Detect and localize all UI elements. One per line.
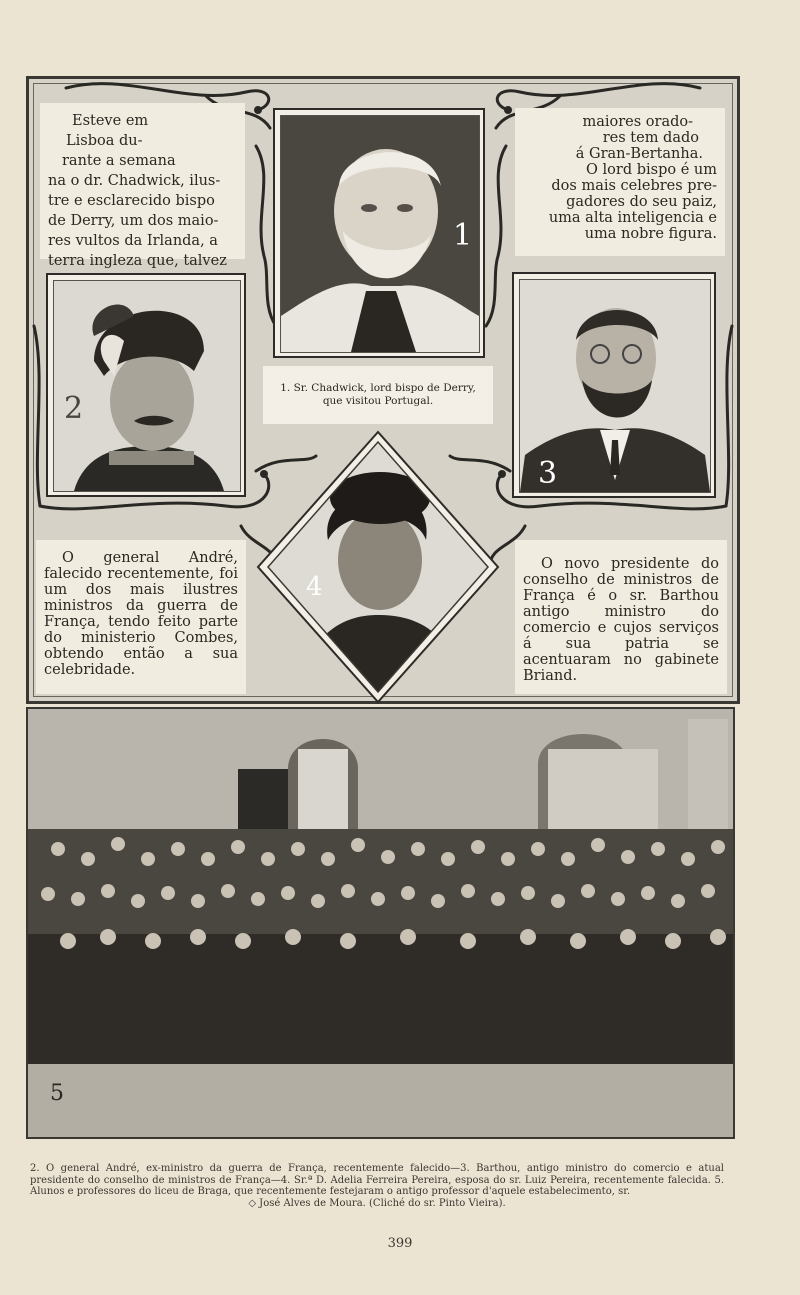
portrait-chadwick (281, 116, 479, 352)
andre-paragraph: O general André, falecido recentemente, foi um dos mais ilustres ministros da guerra de França, tendo feito parte do ministerio Combes, obtendo então a sua celebridade. (44, 550, 238, 678)
intro-line: tre e esclarecido bispo (48, 193, 215, 209)
photo-barthou (512, 272, 716, 498)
group-photo-liceu-braga (26, 707, 735, 1139)
portrait-adelia-pereira (256, 430, 500, 704)
intro-line: Lisboa du- (66, 133, 143, 149)
photo-andre (46, 273, 246, 497)
barthou-paragraph: O novo presidente do conselho de ministros de França é o sr. Barthou antigo ministro do comercio e cujos serviços á sua patria se acentuaram no gabinete Briand. (523, 556, 719, 684)
photo-chadwick (273, 108, 485, 358)
page-number: 399 (387, 1236, 413, 1251)
continuation-text (515, 108, 725, 256)
continuation-line: dos mais celebres pre- (551, 178, 717, 194)
photo-number-5: 5 (50, 1081, 64, 1106)
caption-credit: ◇ José Alves de Moura. (Cliché do sr. Pinto Vieira). (248, 1197, 506, 1209)
continuation-line: O lord bispo é um (586, 162, 717, 178)
photo-number-1: 1 (453, 218, 473, 253)
andre-text (36, 540, 246, 694)
photo-number-2: 2 (64, 391, 84, 426)
caption-main: 2. O general André, ex-ministro da guerra de França, recentemente falecido—3. Barthou, antigo ministro do comercio e atual presidente do conselho de ministros de França—4. Sr.ª D. Adelia Ferreira Pereira, esposa do sr. Luiz Pereira, recentemente falecida. 5. Alunos e professores do liceu de Braga, que recentemente festejaram o antigo professor d'aquele estabelecimento, sr. (30, 1163, 724, 1197)
continuation-line: uma nobre figura. (584, 226, 717, 242)
caption-line: 1. Sr. Chadwick, lord bispo de Derry, (280, 382, 476, 394)
caption-line: que visitou Portugal. (322, 395, 434, 407)
intro-line: rante a semana (62, 153, 176, 169)
photo-number-4: 4 (306, 572, 323, 602)
intro-text (40, 103, 245, 269)
intro-line: Esteve em (72, 113, 149, 129)
photo-adelia-pereira (256, 430, 500, 704)
caption-chadwick (263, 366, 493, 424)
continuation-line: res tem dado (602, 130, 699, 146)
continuation-line: á Gran-Bertanha. (575, 146, 703, 162)
intro-line: de Derry, um dos maio- (48, 213, 219, 229)
barthou-text (515, 540, 727, 694)
group-photo-image (28, 709, 733, 1137)
intro-line: terra ingleza que, talvez (48, 253, 227, 269)
intro-line: na o dr. Chadwick, ilus- (48, 173, 221, 189)
portrait-andre (54, 281, 240, 491)
intro-line: res vultos da Irlanda, a (48, 233, 218, 249)
bottom-caption (30, 1163, 724, 1209)
photo-number-3: 3 (538, 456, 558, 491)
continuation-line: uma alta inteligencia e (548, 210, 717, 226)
continuation-line: gadores do seu paiz, (566, 194, 717, 210)
continuation-line: maiores orado- (582, 114, 693, 130)
